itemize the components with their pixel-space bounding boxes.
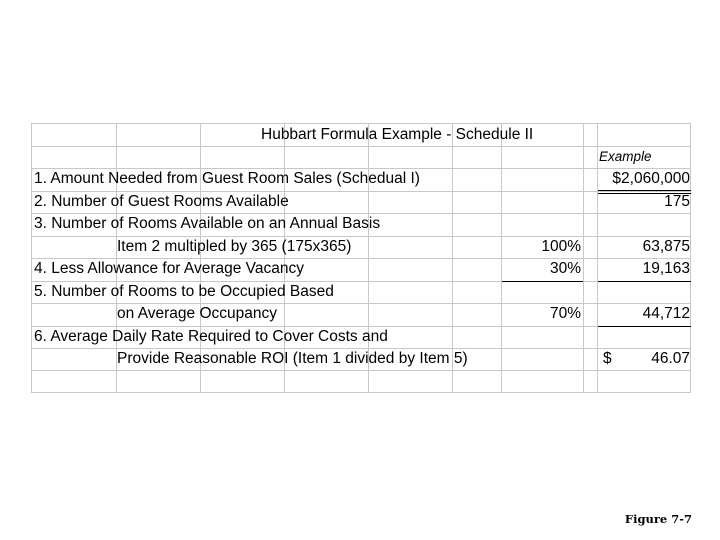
row-value: $2,060,000 <box>612 170 690 187</box>
underline-rule <box>598 326 691 327</box>
row-label: 2. Number of Guest Rooms Available <box>34 193 289 210</box>
table-title: Hubbart Formula Example - Schedule II <box>261 126 534 143</box>
currency-symbol: $ <box>603 350 612 367</box>
row-label: on Average Occupancy <box>117 305 277 322</box>
row-label: 3. Number of Rooms Available on an Annual Basis <box>34 215 381 232</box>
row-label: Item 2 multipled by 365 (175x365) <box>117 238 352 255</box>
row-percent: 30% <box>549 260 581 277</box>
underline-rule <box>502 281 583 282</box>
row-value: 44,712 <box>642 305 690 322</box>
row-percent: 70% <box>549 305 581 322</box>
underline-rule <box>598 281 691 282</box>
row-percent: 100% <box>541 238 581 255</box>
row-label: 1. Amount Needed from Guest Room Sales (Schedual I) <box>34 170 420 187</box>
row-label: 6. Average Daily Rate Required to Cover Costs and <box>34 328 388 345</box>
row-value: 63,875 <box>642 238 690 255</box>
example-header: Example <box>599 149 652 164</box>
figure-caption: Figure 7-7 <box>624 512 692 526</box>
spreadsheet-table <box>31 123 691 393</box>
row-label: 4. Less Allowance for Average Vacancy <box>34 260 304 277</box>
row-value: 46.07 <box>651 350 690 367</box>
row-label: 5. Number of Rooms to be Occupied Based <box>34 283 334 300</box>
row-value: 19,163 <box>642 260 690 277</box>
row-value: 175 <box>664 193 690 210</box>
row-label: Provide Reasonable ROI (Item 1 divided by Item 5) <box>117 350 468 367</box>
